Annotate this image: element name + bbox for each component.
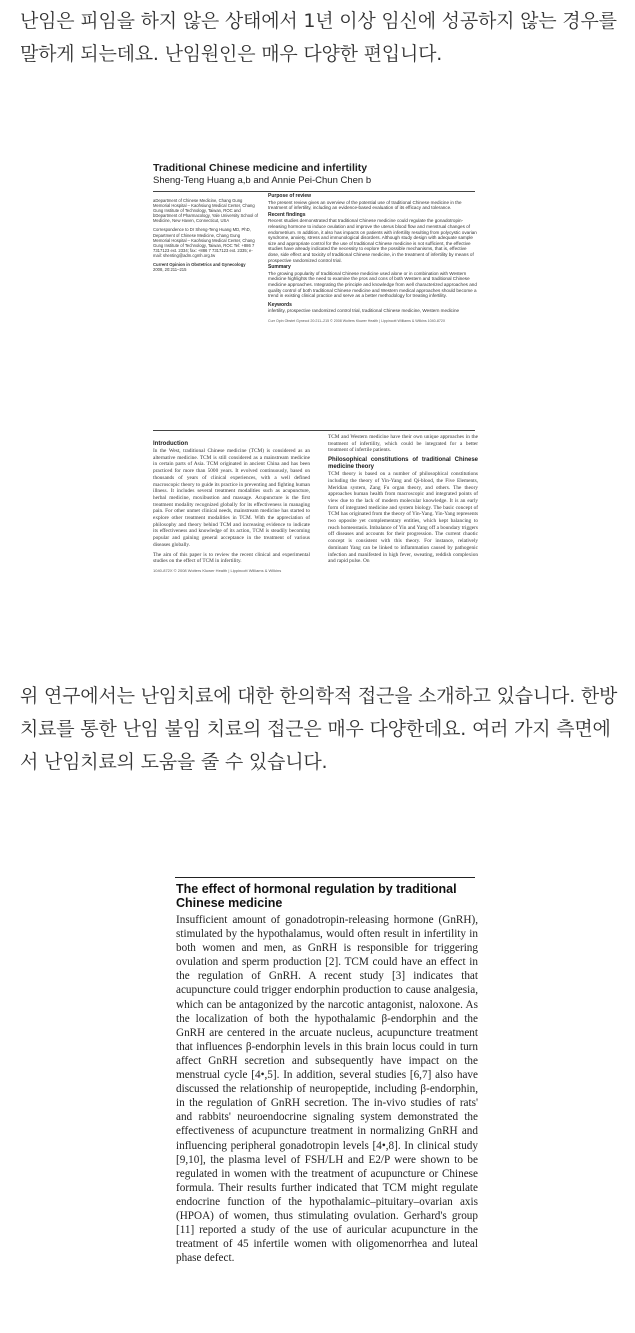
keywords-text: infertility, prospective randomized control trial, traditional Chinese medicine, Western medicine <box>268 308 460 314</box>
divider <box>153 191 475 192</box>
paper-title: Traditional Chinese medicine and infertility <box>153 162 368 174</box>
journal-ref: 2008, 20:211–215 <box>153 267 187 273</box>
paper-authors: Sheng-Teng Huang a,b and Annie Pei-Chun Chen b <box>153 175 372 186</box>
aim-text: The aim of this paper is to review the recent clinical and experimental studies on the effect of TCM in infertility. <box>153 551 310 565</box>
divider <box>153 430 475 431</box>
findings-heading: Recent findings <box>268 211 306 218</box>
paper-page-image-1 <box>150 162 480 582</box>
summary-heading: Summary <box>268 264 291 271</box>
body-right-column <box>328 434 478 568</box>
section-paragraph: Insufficient amount of gonadotropin-releasing hormone (GnRH), stimulated by the hypothalamus, would often result in infertility in both women and men, as GnRH is responsible for triggering ovulation and sperm production [2]. TCM could have an effect in the regulation of GnRH. A recent study [3] indicates that acupuncture could trigger endorphin production to cause analgesia, which can be antagonized by the narcotic antagonist, naloxone. As the localization of both the hypothalamic β-endorphin and the GnRH are centered in the arcuate nucleus, acupuncture treatment that influences β-endorphin levels in this brain locus could in turn affect GnRH secretion and subsequently have impact on the menstrual cycle [4•,5]. In addition, several studies [6,7] also have discussed the relationship of neuropeptide, including β-endorphin, in the regulation of GnRH secretion. The in-vivo studies of rats' and rabbits' neuroendocrine signaling system demonstrated the effectiveness of acupuncture treatment in normalizing GnRH and influencing peripheral gonadotropin levels [4•,8]. In clinical study [9,10], the plasma level of FSH/LH and E2/P were shown to be regulated in women with the treatment of acupuncture or Chinese formula. Their results further indicated that TCM might regulate endocrine function of the hypothalamic–pituitary–ovarian axis (HPOA) of women, thus stimulating ovulation. Gerhard's group [11] reported a study of the use of auricular acupuncture in the treatment of 45 infertile women with oligomenorrhea and luteal phase defect. <box>176 914 478 1265</box>
abstract-column <box>268 194 478 323</box>
introduction-heading: Introduction <box>153 441 188 447</box>
paper-page-image-2 <box>160 870 500 1333</box>
lead-text: TCM and Western medicine have their own unique approaches in the treatment of infertility, which could be integrated for a better treatment of infertile patients. <box>328 434 478 454</box>
introduction-column <box>153 441 310 568</box>
purpose-heading: Purpose of review <box>268 193 312 199</box>
section-heading: The effect of hormonal regulation by traditional Chinese medicine <box>176 882 457 910</box>
section-rule <box>175 877 475 878</box>
keywords-heading: Keywords <box>268 301 292 308</box>
paper-footer: 1040-872X © 2008 Wolters Kluwer Health | Lippincott Williams & Wilkins <box>153 568 282 573</box>
middle-paragraph: 위 연구에서는 난임치료에 대한 한의학적 접근을 소개하고 있습니다. 한방치료를 통한 난임 불임 치료의 접근은 매우 다양한데요. 여러 가지 측면에서 난임치료의 도움을 줄 수 있습니다. <box>20 685 618 773</box>
philosophy-heading: Philosophical constitutions of traditional Chinese medicine theory <box>328 457 478 471</box>
journal-name: Current Opinion in Obstetrics and Gynecology <box>153 262 246 268</box>
intro-paragraph: 난임은 피임을 하지 않은 상태에서 1년 이상 임신에 성공하지 않는 경우를 말하게 되는데요. 난임원인은 매우 다양한 편입니다. <box>20 10 617 65</box>
summary-text: The growing popularity of traditional Chinese medicine used alone or in combination with Western medicine highlights the need to examine the pros and cons of both Western and traditional Chinese medicine approaches. Integrating the principle and knowledge from well characterized approaches and quality control of both traditional Chinese medicine and Western medical approaches should become a trend in existing clinical practice and serve as a better methodology for treating infertility. <box>268 270 477 299</box>
section-text <box>176 913 478 1265</box>
purpose-text: The present review gives an overview of the potential use of traditional Chinese medicine in the treatment of infertility, including an evidence-based evaluation of its efficacy and tolerance. <box>268 199 462 211</box>
affiliations: aDepartment of Chinese Medicine, Chang Gung Memorial Hospital – Kaohsiung Medical Center, Chang Gung Institute of Technology, Taiwan, ROC and bDepartment of Pharmacology, Yale University School of Medicine, New Haven, Connecticut, USA <box>153 198 258 224</box>
affiliation-column <box>153 198 258 276</box>
journal-citation: Curr Opin Obstet Gynecol 20:211–215 © 2008 Wolters Kluwer Health | Lippincott Williams & Wilkins 1040-872X <box>268 318 446 323</box>
findings-text: Recent studies demonstrated that traditional Chinese medicine could regulate the gonadotropin-releasing hormone to induce ovulation and improve the uterus blood flow and menstrual changes of endometrium. In addition, it also has impacts on patients with infertility resulting from polycystic ovarian syndrome, anxiety, stress and immunological disorders. Although study design with adequate sample size and appropriate control for the use of traditional Chinese medicine is not sufficient, the effective studies have already indicated the necessity to explore the possible mechanisms, that is, effective dose, side effect and toxicity of traditional Chinese medicine, in the treatment of infertility by means of prospective randomized control trial. <box>268 218 477 263</box>
philosophy-text: TCM theory is based on a number of philosophical constitutions including the theory of Yin-Yang and Qi-blood, the Five Elements, Meridian system, Zang Fu organ theory, and others. The theory approaches human health from macroscopic and integrated points of view due to the lack of modern molecular knowledge. It is an early form of integrated medicine and system biology. The basic concept of TCM has originated from the theory of Yin-Yang. Yin-Yang represents two opposite yet complementary entities, which kept balancing to reach homeostasis. Imbalance of Yin and Yang off a boundary triggers off diseases and accounts for their progression. The current chaotic concept is consistent with this theory. For instance, relatively dominant Yang can be linked to inflammation caused by pathogenic infection and manifested in high fever, sweating, reddish complexion and rapid pulse. On <box>328 471 478 565</box>
introduction-text: In the West, traditional Chinese medicine (TCM) is considered as an alternative medicine. TCM is still considered as a mainstream medicine in certain parts of Asia. TCM originated in ancient China and has been practiced for more than 5000 years. It evolved continuously, based on thousands of years of clinical experiences, with a well defined macroscopic theory to guide its practice in preventing and fighting human illness. It includes several treatment modalities such as acupuncture, herbal medicine, moxibustion and massage. Acupuncture is the first treatment modality recognized globally for its effectiveness in managing pain. For other unmet clinical needs, mainstream medicine has started to explore other treatment modalities in TCM. With the appreciation of philosophy and theory behind TCM and increasing evidence to indicate its effectiveness and knowledge of its action, TCM is steadily becoming popular and gaining general acceptance in the treatment of various diseases globally. <box>153 448 310 548</box>
correspondence: Correspondence to Dr Sheng-Teng Huang MD, PhD, Department of Chinese Medicine, Chang Gung Memorial Hospital – Kaohsiung Medical Center, Chang Gung Institute of Technology, Taiwan, ROC Tel: +886 7 7317123 ext. 2334; fax: +886 7 7317123 ext. 2335; e-mail: shenting@adm.cgmh.org.tw <box>153 227 255 258</box>
